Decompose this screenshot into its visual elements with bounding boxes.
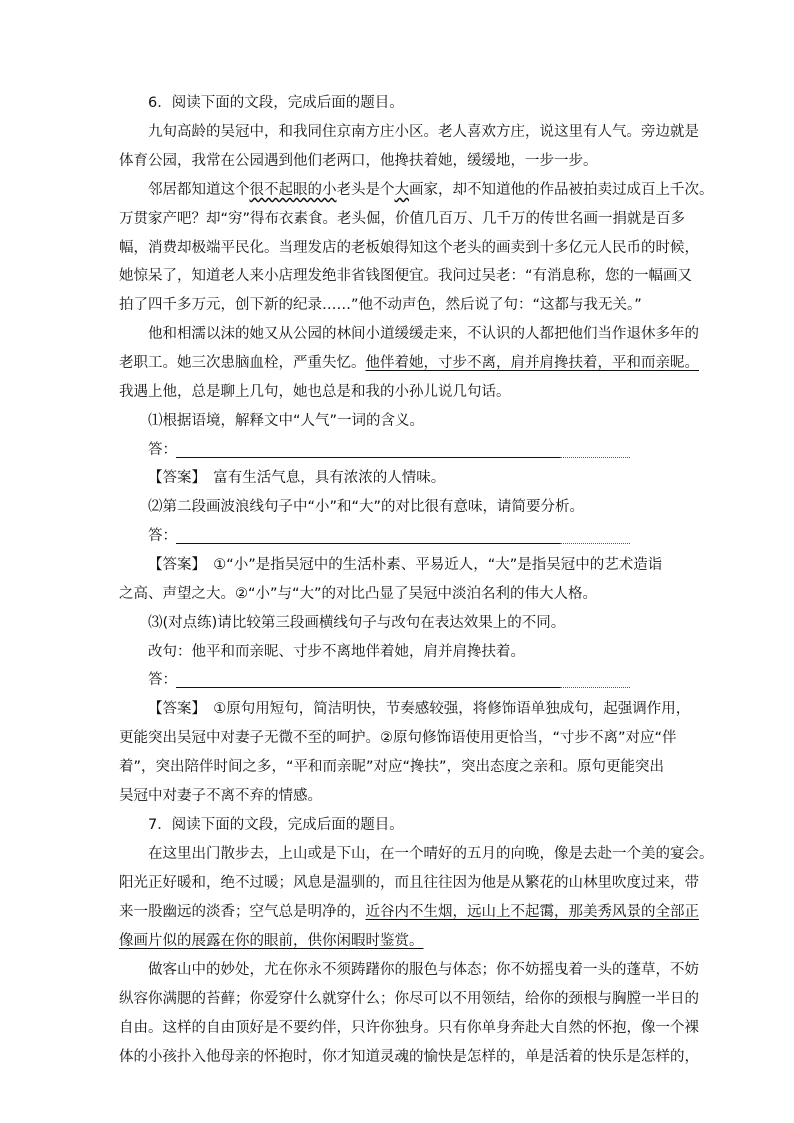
- q7-p1-line2: 阳光正好暖和，绝不过暖；风息是温驯的，而且往往因为他是从繁花的山林里吹度过来，带: [119, 875, 699, 891]
- underlined-sentence: 像画片似的展露在你的眼前，供你闲暇时鉴赏。: [119, 933, 424, 949]
- q6-p2-text: 画家，却不知道他的作品被拍卖过成百上千次。: [409, 182, 714, 198]
- subquestion-2: ⑵第二段画波浪线句子中“小”和“大”的对比很有意味，请简要分析。: [148, 499, 585, 515]
- q6-p2-line5: 拍了四千多万元，创下新的纪录……”他不动声色，然后说了句：“这都与我无关。”: [119, 297, 642, 313]
- q7-p1-line1: 在这里出门散步去，上山或是下山，在一个晴好的五月的向晚，像是去赴一个美的宴会。: [148, 846, 714, 862]
- q6-p2-line4: 她惊呆了，知道老人来小店理发绝非省钱图便宜。我问过吴老：“有消息称，您的一幅画又: [119, 268, 693, 284]
- answer-label-1: 答：: [148, 442, 177, 458]
- q7-p1-line3: [119, 903, 699, 921]
- q7-p1-line4: [119, 932, 424, 950]
- answer-3-line2: 更能突出吴冠中对妻子无微不至的呵护。②原句修饰语使用更恰当，“寸步不离”对应“伴: [119, 730, 677, 746]
- q7-title: 7．阅读下面的文段，完成后面的题目。: [148, 817, 404, 833]
- revised-sentence: 改句：他平和而亲昵、寸步不离地伴着她，肩并肩搀扶着。: [148, 644, 525, 660]
- q6-title: 6．阅读下面的文段，完成后面的题目。: [148, 95, 404, 111]
- underlined-sentence: 他伴着她，寸步不离，肩并肩搀扶着，平和而亲昵。: [365, 355, 699, 371]
- q6-p3-line1: 他和相濡以沫的她又从公园的林间小道缓缓走来，不认识的人都把他们当作退休多年的: [148, 326, 699, 342]
- answer-2-line2: 之高、声望之大。②“小”与“大”的对比凸显了吴冠中淡泊名利的伟大人格。: [119, 586, 598, 602]
- q6-p3-line3: 我遇上他，总是聊上几句，她也总是和我的小孙儿说几句话。: [119, 384, 511, 400]
- subquestion-3: ⑶(对点练)请比较第三段画横线句子与改句在表达效果上的不同。: [148, 615, 566, 631]
- answer-blank-2-dots: [560, 543, 630, 544]
- answer-blank-3[interactable]: [176, 687, 560, 688]
- q6-p2-line1: [148, 181, 714, 199]
- answer-blank-2[interactable]: [176, 543, 560, 544]
- wavy-underline-big: 大: [394, 182, 409, 198]
- answer-label-2: 答：: [148, 528, 177, 544]
- q7-p2-line1: 做客山中的妙处，尤在你永不须踌躇你的服色与体态；你不妨摇曳着一头的蓬草，不妨: [148, 962, 699, 978]
- q7-p2-line4: 体的小孩扑入他母亲的怀抱时，你才知道灵魂的愉快是怎样的，单是活着的快乐是怎样的，: [119, 1049, 699, 1065]
- q6-p1-line2: 体育公园，我常在公园遇到他们老两口，他搀扶着她，缓缓地，一步一步。: [119, 153, 598, 169]
- q6-p3-line2: [119, 354, 699, 372]
- answer-label-3: 答：: [148, 672, 177, 688]
- answer-3-line4: 吴冠中对妻子不离不弃的情感。: [119, 788, 322, 804]
- answer-blank-3-dots: [560, 687, 630, 688]
- q7-p2-line2: 纵容你满腮的苔藓；你爱穿什么就穿什么；你尽可以不用领结，给你的颈根与胸膛一半日的: [119, 991, 699, 1007]
- q6-p2-text: 邻居都知道这个: [148, 182, 250, 198]
- answer-3-line1: 【答案】 ①原句用短句，简洁明快，节奏感较强，将修饰语单独成句，起强调作用，: [148, 701, 691, 717]
- q7-p1-text: 来一股幽远的淡香；空气总是明净的，: [119, 904, 366, 920]
- q6-p2-line3: 幅，消费却极端平民化。当理发店的老板娘得知这个老头的画卖到十多亿元人民币的时候，: [119, 240, 699, 256]
- answer-3-line3: 着”，突出陪伴时间之多，“平和而亲昵”对应“搀扶”，突出态度之亲和。原句更能突出: [119, 759, 665, 775]
- wavy-underline-small: 很不起眼的小: [249, 182, 337, 198]
- answer-2-line1: 【答案】 ①“小”是指吴冠中的生活朴素、平易近人，“大”是指吴冠中的艺术造诣: [148, 557, 663, 573]
- underlined-sentence: 近谷内不生烟，远山上不起霭，那美秀风景的全部正: [365, 904, 699, 920]
- q6-p2-line2: 万贯家产吧？却“穷”得布衣素食。老头倔，价值几百万、几千万的传世名画一捐就是百多: [119, 211, 686, 227]
- q6-p1-line1: 九旬高龄的吴冠中，和我同住京南方庄小区。老人喜欢方庄，说这里有人气。旁边就是: [148, 124, 699, 140]
- subquestion-1: ⑴根据语境，解释文中“人气”一词的含义。: [148, 413, 425, 429]
- q6-p2-text: 老头是个: [336, 182, 395, 198]
- answer-1: 【答案】 富有生活气息，具有浓浓的人情味。: [148, 470, 446, 486]
- answer-blank-1[interactable]: [176, 457, 560, 458]
- q7-p2-line3: 自由。这样的自由顶好是不要约伴，只许你独身。只有你单身奔赴大自然的怀抱，像一个裸: [119, 1020, 699, 1036]
- q6-p3-text: 老职工。她三次患脑血栓，严重失忆。: [119, 355, 366, 371]
- answer-blank-1-dots: [560, 457, 630, 458]
